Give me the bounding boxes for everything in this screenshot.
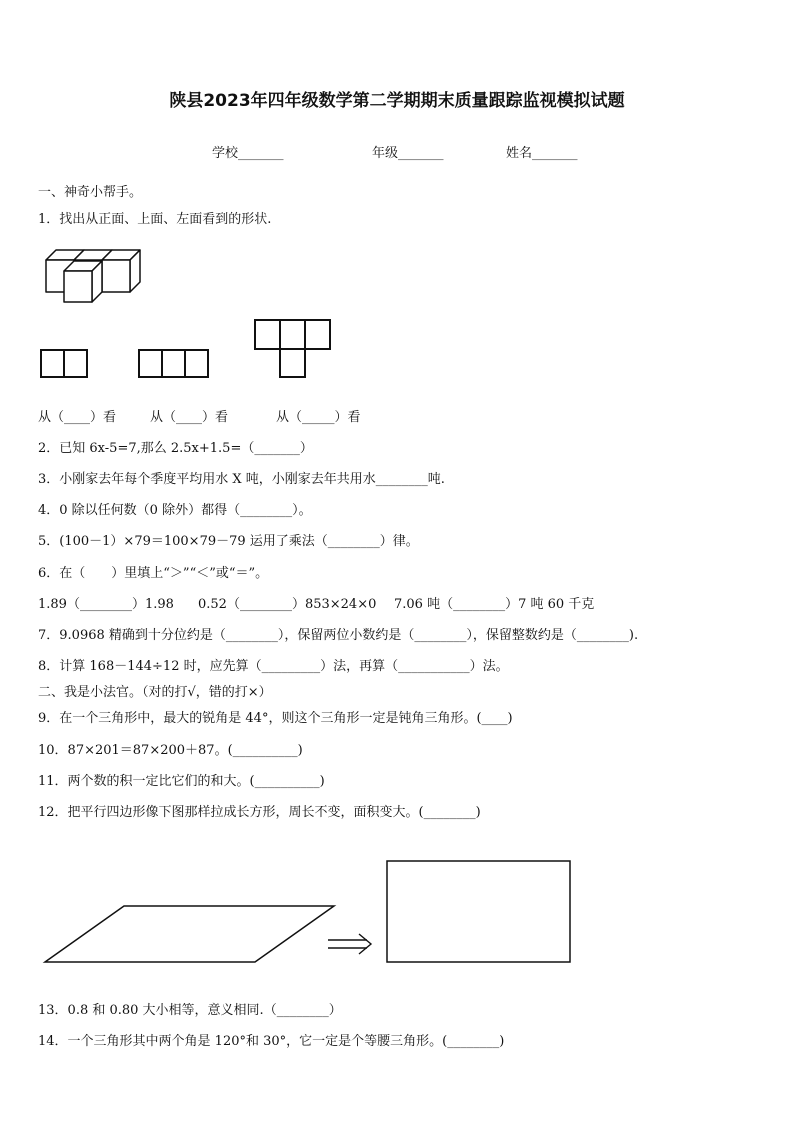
- question-14: 14．一个三角形其中两个角是 120°和 30°，它一定是个等腰三角形。(________): [38, 1034, 505, 1049]
- view-caption-2: 从（____）看: [150, 410, 229, 425]
- question-4: 4．0 除以任何数（0 除外）都得（________）。: [38, 503, 312, 518]
- double-arrow-icon: [327, 932, 373, 956]
- page-title: 陕县2023年四年级数学第二学期期末质量跟踪监视模拟试题: [169, 91, 625, 111]
- rectangle-shape: [386, 860, 572, 964]
- name-field[interactable]: 姓名_______: [506, 146, 578, 161]
- section2-heading: 二、我是小法官。（对的打√，错的打×）: [38, 685, 272, 700]
- comparison-item-1: 1.89（________）1.98: [38, 597, 174, 612]
- question-7: 7．9.0968 精确到十分位约是（________），保留两位小数约是（________），保留整数约是（________).: [38, 628, 639, 643]
- question-11: 11．两个数的积一定比它们的和大。(__________): [38, 774, 325, 789]
- view-shape-two-squares: [40, 349, 88, 379]
- question-2: 2．已知 6x-5=7,那么 2.5x+1.5=（_______）: [38, 441, 313, 456]
- view-caption-3: 从（_____）看: [276, 410, 361, 425]
- comparison-item-2: 0.52（________）853×24×0: [198, 597, 377, 612]
- question-12: 12．把平行四边形像下图那样拉成长方形，周长不变，面积变大。(________): [38, 805, 481, 820]
- view-shape-three-squares: [138, 349, 210, 379]
- view-shape-t-shape: [254, 319, 332, 379]
- question-1: 1．找出从正面、上面、左面看到的形状.: [38, 212, 272, 227]
- question-13: 13．0.8 和 0.80 大小相等，意义相同.（________）: [38, 1003, 342, 1018]
- view-caption-1: 从（____）看: [38, 410, 117, 425]
- question-5: 5．(100－1）×79＝100×79－79 运用了乘法（________）律。: [38, 534, 419, 549]
- question-3: 3．小刚家去年每个季度平均用水 X 吨，小刚家去年共用水________吨.: [38, 472, 445, 487]
- comparison-item-3: 7.06 吨（________）7 吨 60 千克: [394, 597, 595, 612]
- school-field[interactable]: 学校_______: [212, 146, 284, 161]
- question-6: 6．在（ ）里填上“＞”“＜”或“＝”。: [38, 566, 269, 581]
- question-8: 8．计算 168－144÷12 时，应先算（_________）法，再算（___________）法。: [38, 659, 509, 674]
- grade-field[interactable]: 年级_______: [372, 146, 444, 161]
- section1-heading: 一、神奇小帮手。: [38, 185, 143, 200]
- question-10: 10．87×201＝87×200＋87。(__________): [38, 743, 303, 758]
- question-9: 9．在一个三角形中，最大的锐角是 44°，则这个三角形一定是钝角三角形。(____): [38, 711, 513, 726]
- parallelogram-shape: [44, 904, 336, 964]
- cube-stack-figure: [44, 248, 142, 304]
